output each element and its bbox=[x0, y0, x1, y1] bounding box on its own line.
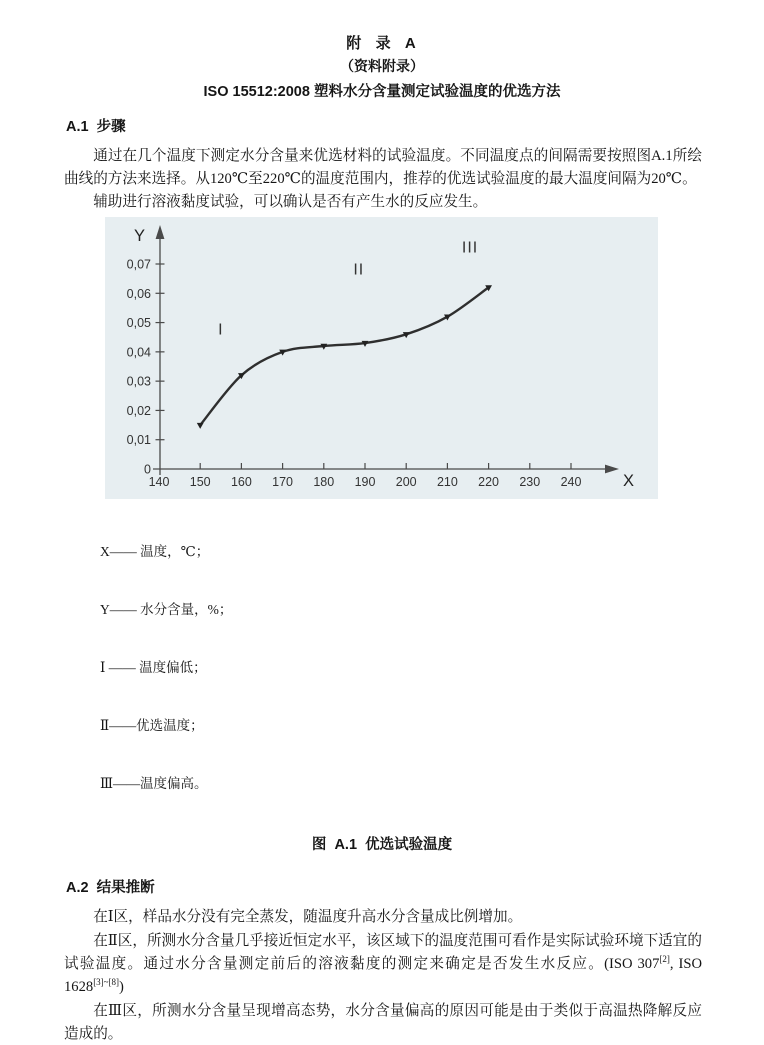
section-a2-paragraph-3: 在Ⅲ区，所测水分含量呈现增高态势，水分含量偏高的原因可能是由于类似于高温热降解反应造成的。 bbox=[64, 1003, 702, 1042]
section-a2-heading: A.2 结果推断 bbox=[66, 879, 155, 896]
y-tick-label: 0,04 bbox=[126, 345, 151, 360]
data-curve bbox=[200, 287, 488, 425]
y-tick-label: 0,01 bbox=[126, 432, 151, 447]
y-tick-label: 0,05 bbox=[126, 315, 151, 330]
section-a2-paragraph-2 bbox=[64, 930, 702, 998]
figure-caption: 图 A.1 优选试验温度 bbox=[311, 836, 453, 853]
text-segment: 在Ⅱ区，所测水分含量几乎接近恒定水平，该区域下的温度范围可看作是实际试验环境下适宜的试验温度。通过水分含量测定前后的溶液黏度的测定来确定是否发生水反应。(ISO 307 bbox=[64, 933, 702, 973]
x-tick-label: 160 bbox=[230, 474, 252, 489]
section-a1-heading: A.1 步骤 bbox=[66, 119, 126, 135]
x-axis-arrow-icon bbox=[605, 464, 619, 473]
legend-item-ii: Ⅱ——优选温度； bbox=[100, 718, 204, 734]
appendix-heading: ISO 15512:2008 塑料水分含量测定试验温度的优选方法 bbox=[203, 84, 561, 100]
x-tick-label: 230 bbox=[519, 474, 541, 489]
x-tick-label: 170 bbox=[272, 474, 294, 489]
legend-item-i: Ⅰ —— 温度偏低； bbox=[100, 660, 207, 676]
x-tick-label: 240 bbox=[560, 474, 582, 489]
legend-item-x: X—— 温度，℃； bbox=[100, 544, 210, 560]
appendix-subtitle: （资料附录） bbox=[340, 58, 424, 74]
y-tick-label: 0 bbox=[144, 462, 151, 477]
text-segment: , ISO 1628 bbox=[64, 956, 702, 995]
x-tick-label: 200 bbox=[395, 474, 417, 489]
region-label: I bbox=[218, 321, 224, 339]
y-axis-letter: Y bbox=[133, 226, 145, 245]
x-tick-label: 150 bbox=[189, 474, 211, 489]
x-tick-label: 210 bbox=[436, 474, 458, 489]
region-label: II bbox=[353, 261, 365, 279]
text-segment: ) bbox=[119, 978, 124, 995]
superscript-reference: [3]~[8] bbox=[93, 976, 120, 987]
y-tick-label: 0,02 bbox=[126, 403, 151, 418]
legend-item-y: Y—— 水分含量，%； bbox=[100, 602, 233, 618]
section-a2-paragraph-1: 在Ⅰ区，样品水分没有完全蒸发，随温度升高水分含量成比例增加。 bbox=[93, 908, 523, 925]
section-a1-paragraph-1: 通过在几个温度下测定水分含量来优选材料的试验温度。不同温度点的间隔需要按照图A.1所绘曲线的方法来选择。从120℃至220℃的温度范围内，推荐的优选试验温度的最大温度间隔为20℃。 bbox=[64, 148, 702, 187]
region-label: III bbox=[461, 239, 479, 257]
legend-item-iii: Ⅲ——温度偏高。 bbox=[100, 775, 208, 791]
section-a1-paragraph-2: 辅助进行溶液黏度试验，可以确认是否有产生水的反应发生。 bbox=[93, 194, 488, 211]
figure-legend bbox=[100, 504, 764, 832]
x-axis-letter: X bbox=[623, 471, 635, 490]
x-tick-label: 180 bbox=[313, 474, 335, 489]
temperature-selection-chart bbox=[105, 217, 658, 499]
x-tick-label: 140 bbox=[148, 474, 170, 489]
appendix-title: 附 录 A bbox=[346, 35, 418, 52]
y-tick-label: 0,07 bbox=[126, 257, 151, 272]
superscript-reference: [2] bbox=[659, 954, 670, 965]
data-point-marker bbox=[197, 423, 204, 429]
figure-plot bbox=[105, 217, 658, 499]
x-tick-label: 190 bbox=[354, 474, 376, 489]
y-axis-arrow-icon bbox=[156, 225, 165, 239]
y-tick-label: 0,03 bbox=[126, 374, 151, 389]
figure-a1 bbox=[0, 217, 764, 854]
x-tick-label: 220 bbox=[478, 474, 500, 489]
y-tick-label: 0,06 bbox=[126, 286, 151, 301]
